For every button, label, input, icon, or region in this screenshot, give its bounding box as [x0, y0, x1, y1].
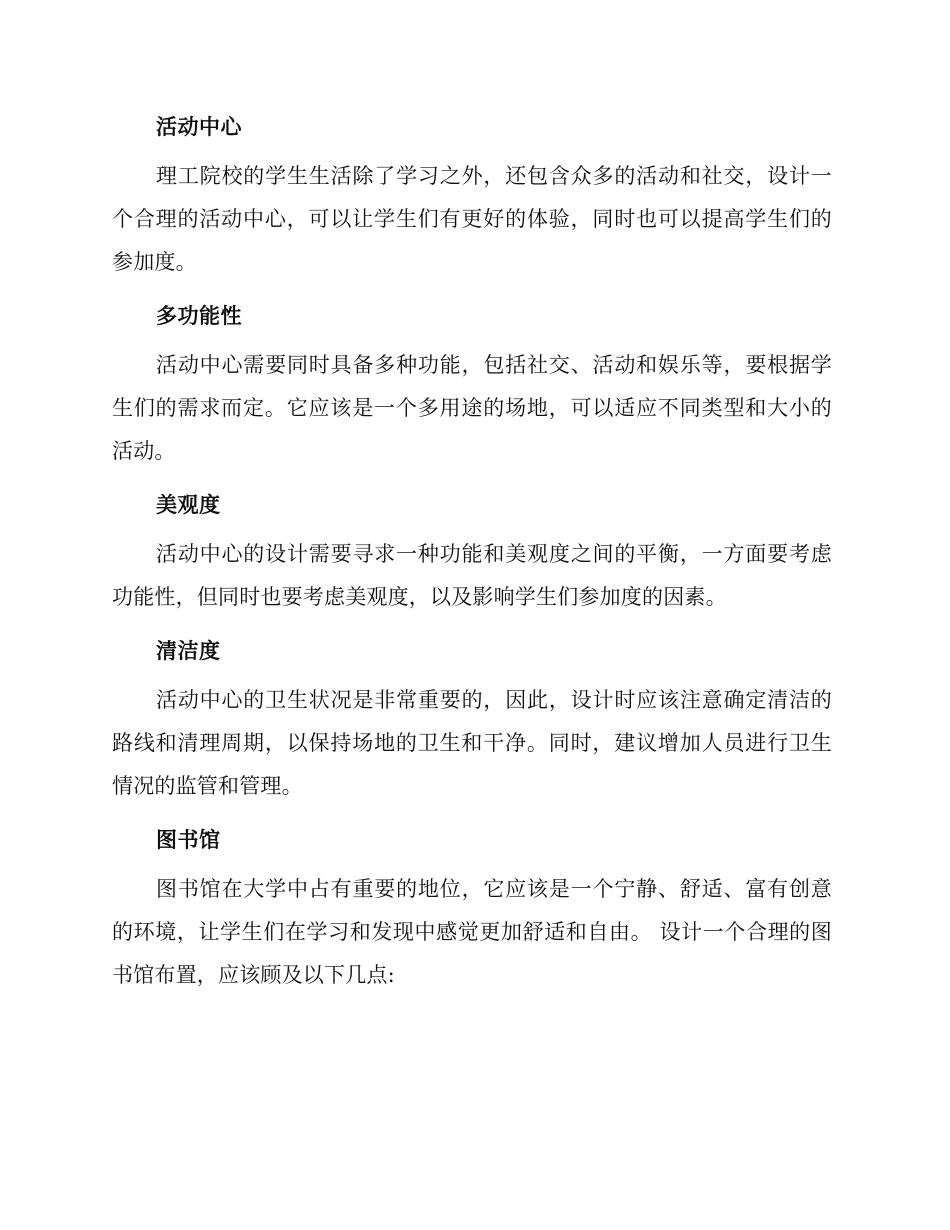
section-paragraph-activity-center: 理工院校的学生生活除了学习之外，还包含众多的活动和社交，设计一个合理的活动中心，可以让学生们有更好的体验，同时也可以提高学生们的参加度。: [112, 164, 832, 274]
document-page: [112, 108, 832, 1010]
section-paragraph-multifunction: 活动中心需要同时具备多种功能，包括社交、活动和娱乐等，要根据学生们的需求而定。它应该是一个多用途的场地，可以适应不同类型和大小的活动。: [112, 353, 832, 463]
section-heading-multifunction: 多功能性: [156, 304, 242, 328]
section-paragraph-library: 图书馆在大学中占有重要的地位，它应该是一个宁静、舒适、富有创意的环境，让学生们在学习和发现中感觉更加舒适和自由。 设计一个合理的图书馆布置，应该顾及以下几点:: [112, 877, 832, 987]
section-paragraph-aesthetics: 活动中心的设计需要寻求一种功能和美观度之间的平衡，一方面要考虑功能性，但同时也要考虑美观度，以及影响学生们参加度的因素。: [112, 542, 832, 609]
section-heading-library: 图书馆: [156, 828, 221, 852]
section-heading-cleanliness: 清洁度: [156, 639, 221, 663]
section-heading-activity-center: 活动中心: [156, 115, 242, 139]
section-paragraph-cleanliness: 活动中心的卫生状况是非常重要的，因此，设计时应该注意确定清洁的路线和清理周期，以保持场地的卫生和干净。同时，建议增加人员进行卫生情况的监管和管理。: [112, 688, 832, 798]
section-heading-aesthetics: 美观度: [156, 493, 221, 517]
